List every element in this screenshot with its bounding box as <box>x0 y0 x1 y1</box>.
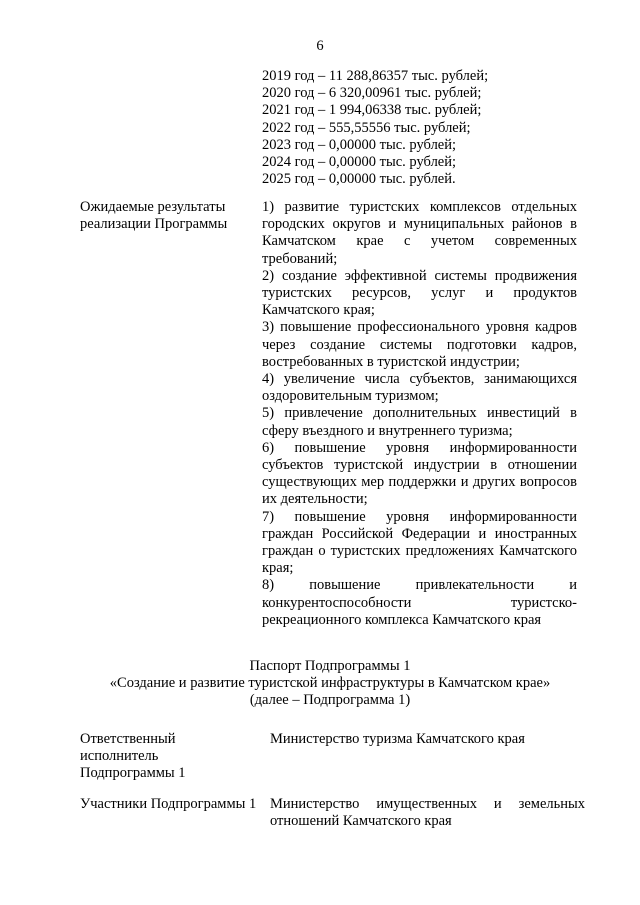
result-item: 7) повышение уровня информированности граждан Российской Федерации и иностранных граждан о туристских предложениях Камчатского края; <box>262 508 577 577</box>
result-item: 8) повышение привлекательности и конкурентоспособности туристско-рекреационного комплекса Камчатского края <box>262 577 577 628</box>
result-item: 6) повышение уровня информированности субъектов туристской индустрии в отношении существующих мер поддержки и других вопросов их деятельности; <box>262 439 577 508</box>
funding-line: 2019 год – 11 288,86357 тыс. рублей; <box>262 68 489 84</box>
funding-line: 2020 год – 6 320,00961 тыс. рублей; <box>262 85 482 102</box>
page-number: 6 <box>316 38 324 54</box>
responsible-value: Министерство туризма Камчатского края <box>270 731 525 747</box>
result-item: 1) развитие туристских комплексов отдельных городских округов и муниципальных районов в Камчатском крае с учетом современных требований; <box>262 199 577 267</box>
subprogram-title-line: «Создание и развитие туристской инфраструктуры в Камчатском крае» <box>109 675 551 692</box>
participants-label: Участники Подпрограммы 1 <box>80 796 257 812</box>
result-item: 4) увеличение числа субъектов, занимающихся оздоровительным туризмом; <box>262 371 577 405</box>
subprogram-title-line: Паспорт Подпрограммы 1 <box>249 658 411 674</box>
funding-line: 2024 год – 0,00000 тыс. рублей; <box>262 154 457 171</box>
funding-line: 2022 год – 555,55556 тыс. рублей; <box>262 119 471 136</box>
funding-line: 2021 год – 1 994,06338 тыс. рублей; <box>262 102 482 119</box>
funding-line: 2025 год – 0,00000 тыс. рублей. <box>262 171 456 188</box>
funding-by-year <box>262 68 582 188</box>
funding-line: 2023 год – 0,00000 тыс. рублей; <box>262 136 457 153</box>
result-item: 5) привлечение дополнительных инвестиций в сферу въездного и внутреннего туризма; <box>262 405 577 439</box>
expected-results-label: Ожидаемые результаты реализации Программы <box>80 199 228 233</box>
subprogram-title-line: (далее – Подпрограмма 1) <box>249 692 411 709</box>
result-item: 3) повышение профессионального уровня кадров через создание системы подготовки кадров, востребованных в туристской индустрии; <box>262 319 577 370</box>
responsible-label: Ответственный исполнитель Подпрограммы 1 <box>80 731 186 782</box>
result-item: 2) создание эффективной системы продвижения туристских ресурсов, услуг и продуктов Камчатского края; <box>262 267 577 319</box>
expected-results-list <box>262 199 577 629</box>
participants-value: Министерство имущественных и земельных отношений Камчатского края <box>270 796 585 830</box>
subprogram-title <box>60 658 600 710</box>
